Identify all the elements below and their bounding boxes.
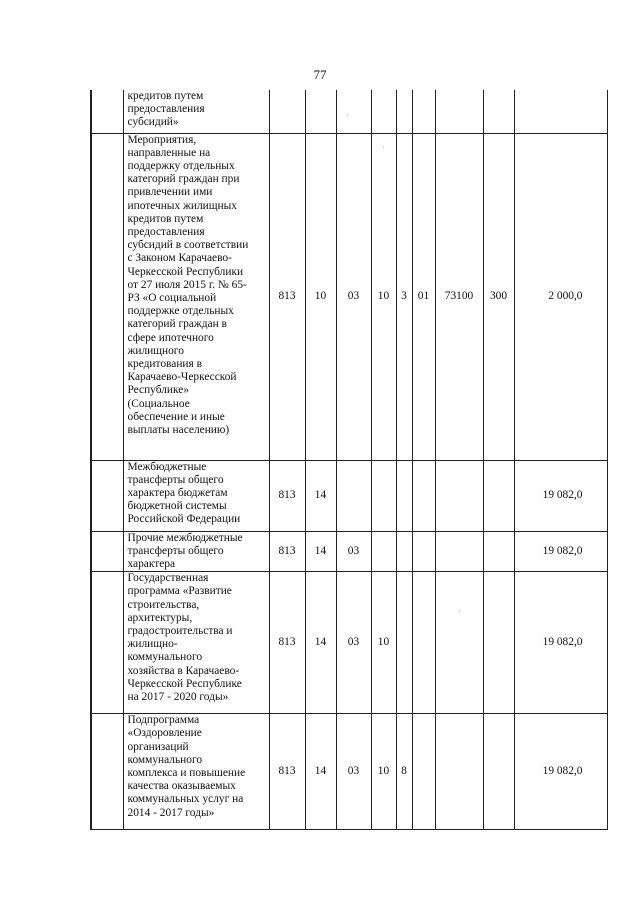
budget-table [90, 90, 608, 830]
direction-code [412, 714, 435, 830]
subprogram-code [396, 531, 412, 572]
direction-code [412, 572, 435, 714]
ministry-code: 813 [269, 714, 305, 830]
budget-table-body [91, 90, 607, 830]
expense-code: 73100 [435, 133, 483, 460]
amount: 19 082,0 [514, 572, 607, 714]
subsection-code [336, 460, 371, 531]
section-code: 14 [305, 531, 336, 572]
ministry-code: 813 [269, 460, 305, 531]
ministry-code [269, 90, 305, 133]
subprogram-code [396, 90, 412, 133]
blank-cell [91, 90, 123, 133]
blank-cell [91, 531, 123, 572]
section-code: 10 [305, 133, 336, 460]
blank-cell [91, 572, 123, 714]
subsection-code: 03 [336, 531, 371, 572]
item-name: Государственная программа «Развитие строительства, архитектуры, градостроительства и жилищно- коммунального хозяйства в Карачаево- Черкесской Республике на 2017 - 2020 годы» [123, 572, 269, 714]
blank-cell [91, 714, 123, 830]
subprogram-code [396, 460, 412, 531]
expense-code [435, 531, 483, 572]
subsection-code: 03 [336, 714, 371, 830]
program-code: 10 [371, 133, 396, 460]
program-code [371, 531, 396, 572]
program-code [371, 90, 396, 133]
amount: 19 082,0 [514, 460, 607, 531]
item-name: Мероприятия, направленные на поддержку отдельных категорий граждан при привлечении ими ипотечных жилищных кредитов путем предоставления субсидий в соответствии с Законом Карачаево- Черкесской Республики от 27 июля 2015 г. № 65- РЗ «О социальной поддержке отдельных категорий граждан в сфере ипотечного жилищного кредитования в Карачаево-Черкесской Республике» (Социальное обеспечение и иные выплаты населению) [123, 133, 269, 460]
direction-code [412, 460, 435, 531]
program-code: 10 [371, 714, 396, 830]
table-row [91, 460, 607, 531]
subprogram-code: 3 [396, 133, 412, 460]
ministry-code: 813 [269, 133, 305, 460]
subprogram-code: 8 [396, 714, 412, 830]
section-code: 14 [305, 572, 336, 714]
amount [514, 90, 607, 133]
blank-cell [91, 460, 123, 531]
scan-dot: · [458, 606, 461, 616]
direction-code [412, 531, 435, 572]
section-code: 14 [305, 460, 336, 531]
table-row [91, 714, 607, 830]
direction-code: 01 [412, 133, 435, 460]
subsection-code: 03 [336, 572, 371, 714]
expense-code [435, 90, 483, 133]
expense-type-code: 300 [483, 133, 514, 460]
expense-type-code [483, 460, 514, 531]
scan-dot: · [346, 110, 349, 120]
expense-code [435, 572, 483, 714]
table-row [91, 133, 607, 460]
section-code [305, 90, 336, 133]
ministry-code: 813 [269, 572, 305, 714]
table-row [91, 90, 607, 133]
subsection-code [336, 90, 371, 133]
expense-type-code [483, 714, 514, 830]
expense-code [435, 714, 483, 830]
program-code: 10 [371, 572, 396, 714]
expense-type-code [483, 531, 514, 572]
section-code: 14 [305, 714, 336, 830]
item-name: Подпрограмма «Оздоровление организаций коммунального комплекса и повышение качества оказываемых коммунальных услуг на 2014 - 2017 годы» [123, 714, 269, 830]
item-name: Прочие межбюджетные трансферты общего характера [123, 531, 269, 572]
subsection-code: 03 [336, 133, 371, 460]
table-row [91, 572, 607, 714]
amount: 19 082,0 [514, 714, 607, 830]
item-name: Межбюджетные трансферты общего характера бюджетам бюджетной системы Российской Федерации [123, 460, 269, 531]
expense-code [435, 460, 483, 531]
amount: 19 082,0 [514, 531, 607, 572]
direction-code [412, 90, 435, 133]
program-code [371, 460, 396, 531]
expense-type-code [483, 572, 514, 714]
table-row [91, 531, 607, 572]
amount: 2 000,0 [514, 133, 607, 460]
item-name: кредитов путем предоставления субсидий» [123, 90, 269, 133]
expense-type-code [483, 90, 514, 133]
ministry-code: 813 [269, 531, 305, 572]
scan-dot: · [382, 142, 385, 152]
page-number: 77 [313, 67, 327, 82]
subprogram-code [396, 572, 412, 714]
blank-cell [91, 133, 123, 460]
